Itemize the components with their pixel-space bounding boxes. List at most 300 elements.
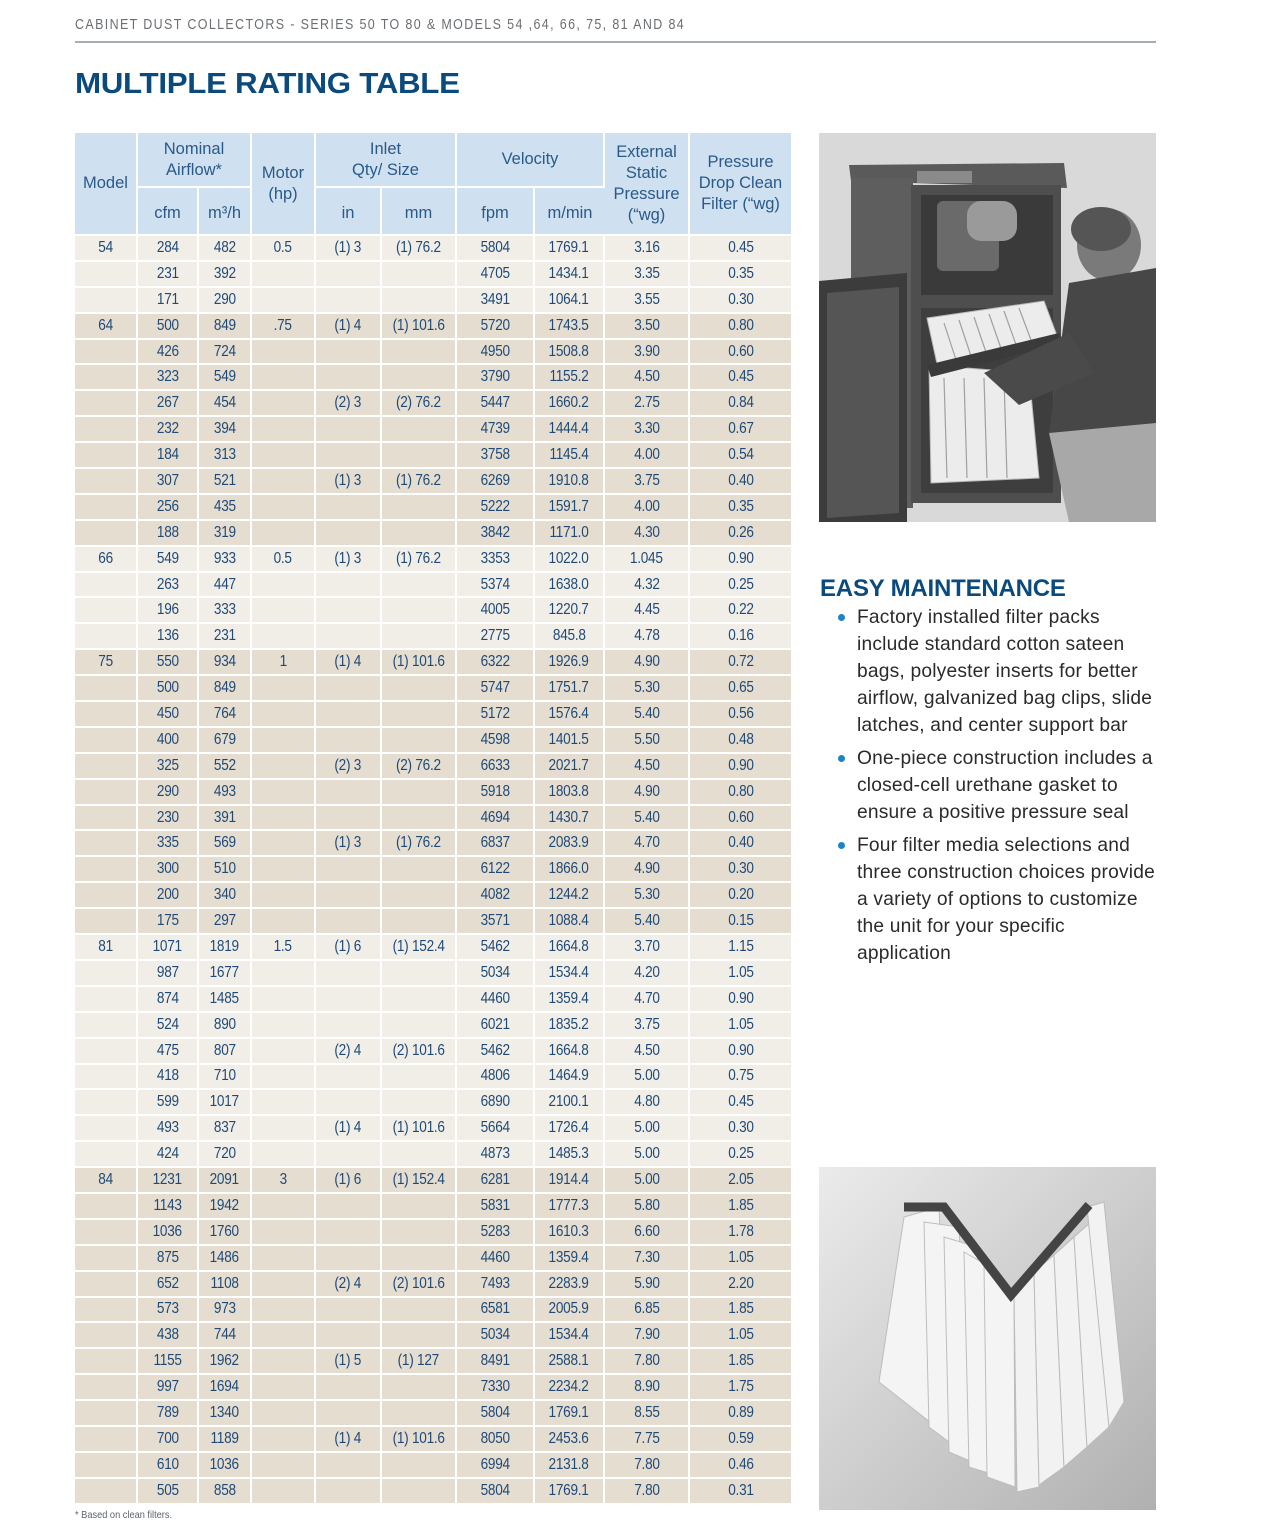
cell-fpm: 5172 <box>457 702 535 728</box>
cell-fpm: 4806 <box>457 1065 535 1091</box>
cell-model <box>75 702 138 728</box>
cell-pressure-drop: 0.80 <box>690 314 791 340</box>
cell-motor: 0.5 <box>252 547 316 573</box>
cell-pressure-drop: 0.72 <box>690 650 791 676</box>
cell-pressure-drop: 0.30 <box>690 288 791 314</box>
cell-m-min: 1910.8 <box>535 469 605 495</box>
cell-model <box>75 1401 138 1427</box>
cell-pressure-drop: 1.05 <box>690 1013 791 1039</box>
cell-model <box>75 288 138 314</box>
header-rule <box>75 41 1156 43</box>
cell-inlet-mm: (2) 76.2 <box>382 754 457 780</box>
cell-inlet-in: (1) 4 <box>316 1116 382 1142</box>
cell-model <box>75 598 138 624</box>
cell-model <box>75 624 138 650</box>
cell-inlet-in <box>316 1013 382 1039</box>
cell-cfm: 524 <box>138 1013 199 1039</box>
cell-m-min: 1534.4 <box>535 1323 605 1349</box>
cell-inlet-in <box>316 340 382 366</box>
cell-inlet-mm: (1) 76.2 <box>382 236 457 262</box>
cell-fpm: 7330 <box>457 1375 535 1401</box>
cell-external-static-pressure: 5.00 <box>605 1116 690 1142</box>
cell-inlet-in: (2) 3 <box>316 754 382 780</box>
cabinet-illustration-icon <box>819 133 1156 522</box>
cell-inlet-in: (1) 6 <box>316 1168 382 1194</box>
table-row <box>75 1323 791 1349</box>
cell-external-static-pressure: 4.50 <box>605 365 690 391</box>
cell-inlet-mm <box>382 1142 457 1168</box>
cell-m3h: 849 <box>199 314 252 340</box>
cell-motor: .75 <box>252 314 316 340</box>
cell-m-min: 1430.7 <box>535 806 605 832</box>
cell-m3h: 1760 <box>199 1220 252 1246</box>
table-row <box>75 1013 791 1039</box>
table-row <box>75 1427 791 1453</box>
table-row <box>75 857 791 883</box>
cell-fpm: 5831 <box>457 1194 535 1220</box>
cell-external-static-pressure: 4.90 <box>605 650 690 676</box>
cell-inlet-mm <box>382 676 457 702</box>
cell-m3h: 552 <box>199 754 252 780</box>
bullet-icon <box>838 755 845 762</box>
cell-m3h: 510 <box>199 857 252 883</box>
cell-cfm: 500 <box>138 314 199 340</box>
cell-m3h: 1694 <box>199 1375 252 1401</box>
cell-pressure-drop: 2.20 <box>690 1272 791 1298</box>
cell-inlet-mm <box>382 598 457 624</box>
filter-pack-photo <box>819 1167 1156 1510</box>
cell-cfm: 335 <box>138 831 199 857</box>
cell-model <box>75 1220 138 1246</box>
cell-m-min: 2234.2 <box>535 1375 605 1401</box>
cell-model <box>75 1116 138 1142</box>
cell-cfm: 200 <box>138 883 199 909</box>
table-row <box>75 831 791 857</box>
cell-m3h: 340 <box>199 883 252 909</box>
cell-model <box>75 1427 138 1453</box>
cell-motor <box>252 1090 316 1116</box>
cell-inlet-mm <box>382 1401 457 1427</box>
cell-m3h: 973 <box>199 1298 252 1324</box>
table-row <box>75 1116 791 1142</box>
cell-model <box>75 391 138 417</box>
cell-fpm: 5374 <box>457 573 535 599</box>
table-row <box>75 236 791 262</box>
cell-inlet-in: (2) 4 <box>316 1272 382 1298</box>
cell-m3h: 858 <box>199 1479 252 1505</box>
cell-cfm: 400 <box>138 728 199 754</box>
cell-inlet-in: (1) 3 <box>316 831 382 857</box>
cell-pressure-drop: 1.15 <box>690 935 791 961</box>
easy-maintenance-heading: EASY MAINTENANCE <box>820 575 1066 602</box>
table-row <box>75 1298 791 1324</box>
cell-model <box>75 961 138 987</box>
cell-motor <box>252 987 316 1013</box>
cell-m3h: 493 <box>199 780 252 806</box>
cell-pressure-drop: 1.85 <box>690 1194 791 1220</box>
cell-pressure-drop: 0.75 <box>690 1065 791 1091</box>
cell-inlet-mm <box>382 1323 457 1349</box>
cell-external-static-pressure: 3.50 <box>605 314 690 340</box>
cell-model <box>75 1194 138 1220</box>
cell-inlet-mm <box>382 365 457 391</box>
cell-cfm: 231 <box>138 262 199 288</box>
cell-inlet-in <box>316 883 382 909</box>
cell-model <box>75 262 138 288</box>
cell-motor <box>252 495 316 521</box>
cell-motor <box>252 1375 316 1401</box>
cell-cfm: 424 <box>138 1142 199 1168</box>
subheader-m3h: m³/h <box>199 188 252 236</box>
cell-inlet-mm <box>382 443 457 469</box>
cell-fpm: 5664 <box>457 1116 535 1142</box>
cell-m-min: 1743.5 <box>535 314 605 340</box>
cell-external-static-pressure: 2.75 <box>605 391 690 417</box>
cell-inlet-mm <box>382 1246 457 1272</box>
cell-motor <box>252 391 316 417</box>
cell-m-min: 2588.1 <box>535 1349 605 1375</box>
cell-fpm: 6581 <box>457 1298 535 1324</box>
cell-cfm: 987 <box>138 961 199 987</box>
cell-motor <box>252 469 316 495</box>
bullet-icon <box>838 614 845 621</box>
cell-motor <box>252 1116 316 1142</box>
cell-fpm: 4705 <box>457 262 535 288</box>
cell-fpm: 6837 <box>457 831 535 857</box>
cell-fpm: 6122 <box>457 857 535 883</box>
cell-m-min: 1359.4 <box>535 1246 605 1272</box>
cell-model <box>75 831 138 857</box>
cell-m-min: 1220.7 <box>535 598 605 624</box>
cell-inlet-in: (1) 5 <box>316 1349 382 1375</box>
table-row <box>75 961 791 987</box>
cell-model <box>75 1298 138 1324</box>
cell-pressure-drop: 0.20 <box>690 883 791 909</box>
table-row <box>75 443 791 469</box>
cell-pressure-drop: 0.45 <box>690 236 791 262</box>
cell-inlet-in <box>316 1220 382 1246</box>
cell-m-min: 1914.4 <box>535 1168 605 1194</box>
cell-pressure-drop: 0.35 <box>690 495 791 521</box>
table-row <box>75 1142 791 1168</box>
cell-inlet-in: (1) 6 <box>316 935 382 961</box>
feature-item: One-piece construction includes a closed-cell urethane gasket to ensure a positive pressure seal <box>835 745 1155 826</box>
table-row <box>75 780 791 806</box>
cell-external-static-pressure: 8.90 <box>605 1375 690 1401</box>
cell-m-min: 1534.4 <box>535 961 605 987</box>
cell-external-static-pressure: 5.40 <box>605 909 690 935</box>
cell-pressure-drop: 0.45 <box>690 365 791 391</box>
table-row <box>75 288 791 314</box>
cell-inlet-in <box>316 806 382 832</box>
cell-motor <box>252 1401 316 1427</box>
table-row <box>75 391 791 417</box>
subheader-in: in <box>316 188 382 236</box>
cell-cfm: 549 <box>138 547 199 573</box>
cell-m3h: 297 <box>199 909 252 935</box>
table-row <box>75 806 791 832</box>
cell-inlet-mm <box>382 340 457 366</box>
cell-motor: 1 <box>252 650 316 676</box>
cell-m3h: 764 <box>199 702 252 728</box>
cell-cfm: 550 <box>138 650 199 676</box>
table-row <box>75 624 791 650</box>
cell-inlet-in <box>316 1090 382 1116</box>
cell-inlet-in <box>316 676 382 702</box>
cell-inlet-mm <box>382 624 457 650</box>
cell-m-min: 1664.8 <box>535 935 605 961</box>
cell-fpm: 5034 <box>457 1323 535 1349</box>
cell-m-min: 1145.4 <box>535 443 605 469</box>
cell-m3h: 890 <box>199 1013 252 1039</box>
cell-cfm: 475 <box>138 1039 199 1065</box>
cell-m3h: 934 <box>199 650 252 676</box>
cell-external-static-pressure: 4.80 <box>605 1090 690 1116</box>
cell-fpm: 8491 <box>457 1349 535 1375</box>
cell-inlet-mm: (1) 101.6 <box>382 650 457 676</box>
header-external-static-pressure: External Static Pressure (“wg) <box>605 133 690 236</box>
cell-m-min: 1508.8 <box>535 340 605 366</box>
cell-inlet-mm <box>382 1194 457 1220</box>
cell-fpm: 3758 <box>457 443 535 469</box>
cell-cfm: 505 <box>138 1479 199 1505</box>
cell-cfm: 573 <box>138 1298 199 1324</box>
table-row <box>75 521 791 547</box>
cell-motor <box>252 883 316 909</box>
cell-pressure-drop: 0.90 <box>690 987 791 1013</box>
cell-model <box>75 1272 138 1298</box>
cell-inlet-mm: (1) 101.6 <box>382 1116 457 1142</box>
table-row <box>75 702 791 728</box>
cell-fpm: 5918 <box>457 780 535 806</box>
cell-external-static-pressure: 7.90 <box>605 1323 690 1349</box>
cell-external-static-pressure: 4.20 <box>605 961 690 987</box>
cell-fpm: 5747 <box>457 676 535 702</box>
cell-inlet-in <box>316 1194 382 1220</box>
cell-external-static-pressure: 3.30 <box>605 417 690 443</box>
cell-model <box>75 1375 138 1401</box>
feature-item: Factory installed filter packs include standard cotton sateen bags, polyester inserts for better airflow, galvanized bag clips, slide latches, and center support bar <box>835 604 1155 739</box>
cell-inlet-mm <box>382 262 457 288</box>
cell-m3h: 837 <box>199 1116 252 1142</box>
cell-m-min: 1064.1 <box>535 288 605 314</box>
cell-cfm: 196 <box>138 598 199 624</box>
cell-pressure-drop: 0.30 <box>690 857 791 883</box>
cell-m-min: 1638.0 <box>535 573 605 599</box>
cell-inlet-mm: (1) 101.6 <box>382 1427 457 1453</box>
cell-inlet-in <box>316 961 382 987</box>
cell-external-static-pressure: 5.40 <box>605 702 690 728</box>
cell-m-min: 1022.0 <box>535 547 605 573</box>
cell-motor <box>252 417 316 443</box>
cell-fpm: 6269 <box>457 469 535 495</box>
cell-pressure-drop: 1.85 <box>690 1298 791 1324</box>
cell-m-min: 1866.0 <box>535 857 605 883</box>
page-title: MULTIPLE RATING TABLE <box>75 68 460 100</box>
cell-model <box>75 909 138 935</box>
cell-inlet-in <box>316 1375 382 1401</box>
cell-model <box>75 573 138 599</box>
cell-motor <box>252 598 316 624</box>
table-row <box>75 1039 791 1065</box>
cell-pressure-drop: 0.90 <box>690 547 791 573</box>
cell-motor <box>252 909 316 935</box>
cell-cfm: 997 <box>138 1375 199 1401</box>
cell-model <box>75 1323 138 1349</box>
cell-fpm: 3571 <box>457 909 535 935</box>
cell-cfm: 188 <box>138 521 199 547</box>
cell-inlet-in <box>316 495 382 521</box>
cell-motor <box>252 340 316 366</box>
cell-pressure-drop: 0.46 <box>690 1453 791 1479</box>
subheader-m-min: m/min <box>535 188 605 236</box>
cell-external-static-pressure: 7.80 <box>605 1453 690 1479</box>
cell-motor <box>252 728 316 754</box>
cell-inlet-in <box>316 443 382 469</box>
cell-m-min: 1401.5 <box>535 728 605 754</box>
cell-external-static-pressure: 7.80 <box>605 1349 690 1375</box>
cell-pressure-drop: 1.05 <box>690 1323 791 1349</box>
cell-fpm: 2775 <box>457 624 535 650</box>
bullet-icon <box>838 842 845 849</box>
cell-m3h: 454 <box>199 391 252 417</box>
cell-fpm: 3353 <box>457 547 535 573</box>
cell-inlet-in <box>316 1401 382 1427</box>
cell-cfm: 1155 <box>138 1349 199 1375</box>
cell-inlet-in <box>316 780 382 806</box>
cell-fpm: 5283 <box>457 1220 535 1246</box>
cell-m3h: 392 <box>199 262 252 288</box>
cell-m-min: 1664.8 <box>535 1039 605 1065</box>
cell-m3h: 231 <box>199 624 252 650</box>
cell-external-static-pressure: 3.75 <box>605 469 690 495</box>
cell-model <box>75 495 138 521</box>
cell-fpm: 5804 <box>457 1479 535 1505</box>
cell-inlet-in <box>316 987 382 1013</box>
cell-inlet-mm <box>382 909 457 935</box>
cell-m-min: 1576.4 <box>535 702 605 728</box>
cell-cfm: 323 <box>138 365 199 391</box>
cell-external-static-pressure: 3.55 <box>605 288 690 314</box>
cell-inlet-mm <box>382 288 457 314</box>
cell-model <box>75 365 138 391</box>
cell-cfm: 450 <box>138 702 199 728</box>
cell-m-min: 1769.1 <box>535 236 605 262</box>
cell-external-static-pressure: 3.90 <box>605 340 690 366</box>
cell-inlet-mm: (1) 152.4 <box>382 1168 457 1194</box>
cell-inlet-mm: (1) 76.2 <box>382 547 457 573</box>
cell-inlet-in <box>316 1065 382 1091</box>
cell-pressure-drop: 0.30 <box>690 1116 791 1142</box>
cell-pressure-drop: 0.59 <box>690 1427 791 1453</box>
cell-model <box>75 417 138 443</box>
cell-model <box>75 1246 138 1272</box>
cell-inlet-mm <box>382 1375 457 1401</box>
cell-m-min: 1803.8 <box>535 780 605 806</box>
cell-m3h: 849 <box>199 676 252 702</box>
cell-motor <box>252 1246 316 1272</box>
cell-pressure-drop: 0.16 <box>690 624 791 650</box>
table-row <box>75 547 791 573</box>
cell-cfm: 256 <box>138 495 199 521</box>
cell-external-static-pressure: 6.60 <box>605 1220 690 1246</box>
cell-external-static-pressure: 4.70 <box>605 831 690 857</box>
feature-item: Four filter media selections and three construction choices provide a variety of options to customize the unit for your specific application <box>835 832 1155 967</box>
cell-m-min: 1610.3 <box>535 1220 605 1246</box>
cell-model <box>75 676 138 702</box>
cell-fpm: 6994 <box>457 1453 535 1479</box>
cell-model <box>75 1479 138 1505</box>
cell-motor <box>252 857 316 883</box>
cell-inlet-mm <box>382 417 457 443</box>
cabinet-maintenance-photo <box>819 133 1156 522</box>
cell-inlet-in: (1) 4 <box>316 650 382 676</box>
cell-m-min: 1359.4 <box>535 987 605 1013</box>
cell-fpm: 4005 <box>457 598 535 624</box>
running-head: CABINET DUST COLLECTORS - SERIES 50 TO 80 & MODELS 54 ,64, 66, 75, 81 AND 84 <box>75 17 686 33</box>
cell-inlet-in <box>316 521 382 547</box>
cell-pressure-drop: 0.25 <box>690 573 791 599</box>
cell-external-static-pressure: 5.50 <box>605 728 690 754</box>
cell-motor <box>252 1013 316 1039</box>
table-row <box>75 676 791 702</box>
cell-motor: 3 <box>252 1168 316 1194</box>
table-row <box>75 365 791 391</box>
table-body <box>75 236 791 1505</box>
cell-inlet-mm <box>382 780 457 806</box>
cell-cfm: 171 <box>138 288 199 314</box>
subheader-fpm: fpm <box>457 188 535 236</box>
cell-inlet-mm: (2) 101.6 <box>382 1039 457 1065</box>
cell-cfm: 1231 <box>138 1168 199 1194</box>
cell-fpm: 8050 <box>457 1427 535 1453</box>
cell-motor <box>252 1272 316 1298</box>
cell-m-min: 1464.9 <box>535 1065 605 1091</box>
cell-motor <box>252 288 316 314</box>
cell-external-static-pressure: 8.55 <box>605 1401 690 1427</box>
cell-external-static-pressure: 4.78 <box>605 624 690 650</box>
cell-pressure-drop: 0.90 <box>690 1039 791 1065</box>
cell-pressure-drop: 0.40 <box>690 831 791 857</box>
cell-fpm: 7493 <box>457 1272 535 1298</box>
cell-cfm: 610 <box>138 1453 199 1479</box>
cell-external-static-pressure: 4.00 <box>605 443 690 469</box>
cell-m-min: 2453.6 <box>535 1427 605 1453</box>
cell-m-min: 1434.1 <box>535 262 605 288</box>
cell-cfm: 500 <box>138 676 199 702</box>
cell-fpm: 6890 <box>457 1090 535 1116</box>
cell-pressure-drop: 0.15 <box>690 909 791 935</box>
cell-inlet-in <box>316 909 382 935</box>
cell-motor <box>252 1220 316 1246</box>
cell-cfm: 875 <box>138 1246 199 1272</box>
table-row <box>75 1194 791 1220</box>
cell-m3h: 744 <box>199 1323 252 1349</box>
cell-motor <box>252 831 316 857</box>
cell-external-static-pressure: 4.00 <box>605 495 690 521</box>
cell-external-static-pressure: 5.80 <box>605 1194 690 1220</box>
cell-inlet-mm <box>382 728 457 754</box>
cell-motor <box>252 676 316 702</box>
cell-inlet-mm <box>382 806 457 832</box>
table-row <box>75 469 791 495</box>
table-row <box>75 1479 791 1505</box>
cell-cfm: 1143 <box>138 1194 199 1220</box>
cell-external-static-pressure: 4.50 <box>605 754 690 780</box>
cell-motor <box>252 961 316 987</box>
table-row <box>75 262 791 288</box>
cell-inlet-mm <box>382 857 457 883</box>
